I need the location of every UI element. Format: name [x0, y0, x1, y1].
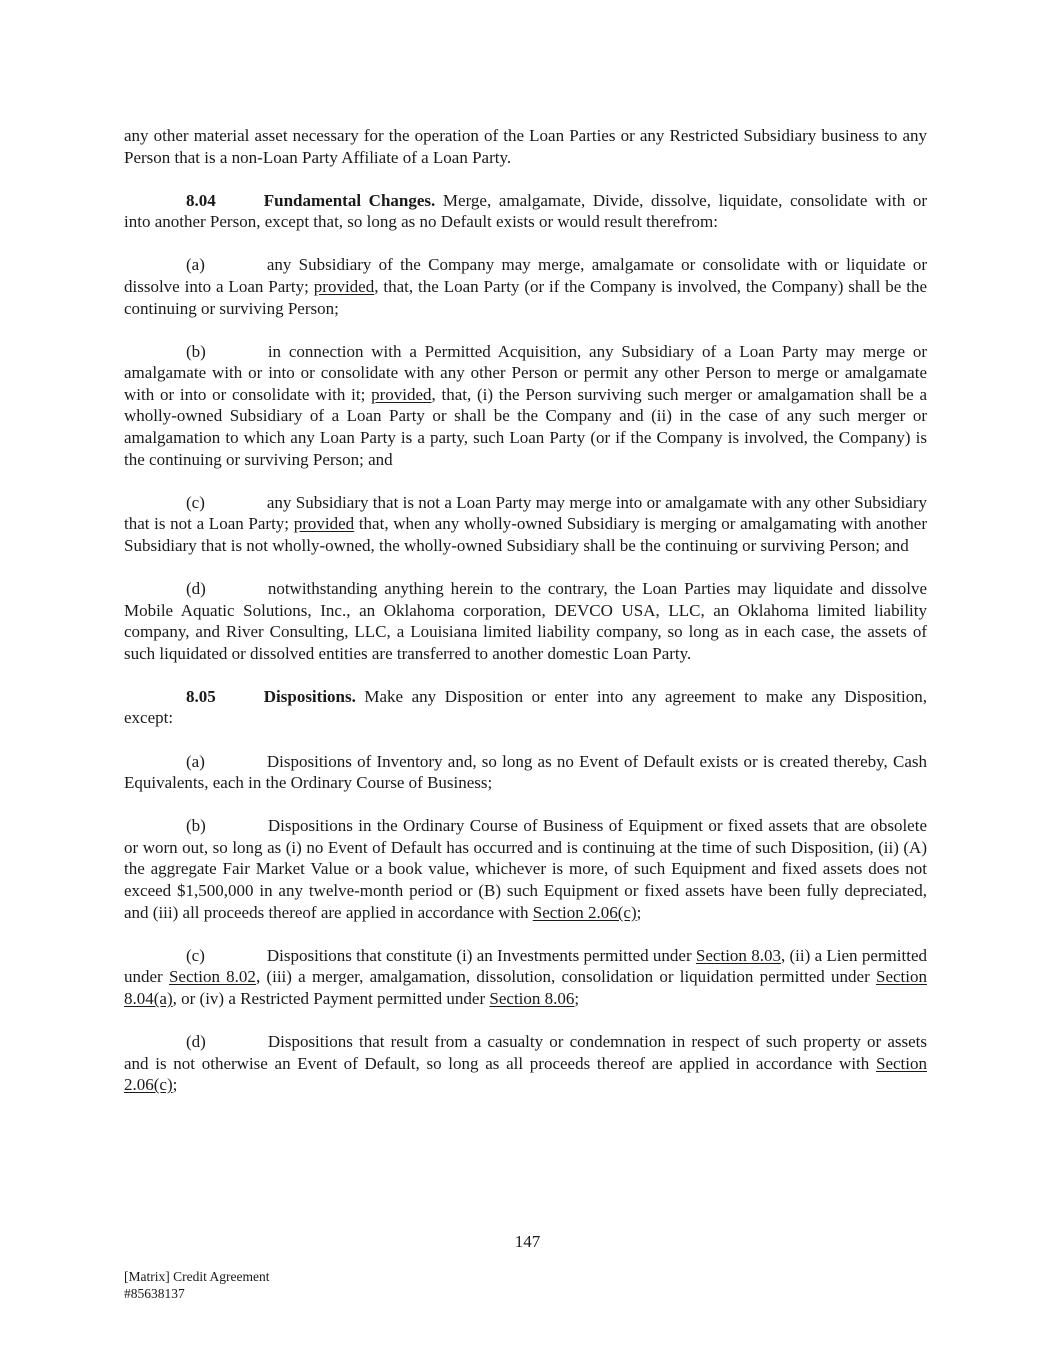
- footer-title: [Matrix] Credit Agreement: [124, 1269, 270, 1284]
- section-text: Make any Disposition or enter into any agreement to make any Disposition, except:: [124, 686, 927, 728]
- section-title: Dispositions.: [263, 686, 356, 706]
- section-text: Merge, amalgamate, Divide, dissolve, liquidate, consolidate with or into another Person, except that, so long as no Default exists or would result therefrom:: [124, 190, 928, 232]
- clause-8-04-b: (b) in connection with a Permitted Acquisition, any Subsidiary of a Loan Party may merge or amalgamate with or into or consolidate with any other Person or permit any other Person to merge or amalgamate with or into or consolidate with it; provided, that, (i) the Person surviving such merger or amalgamation shall be a wholly-owned Subsidiary of a Loan Party or shall be the Company and (ii) in the case of any such merger or amalgamation to which any Loan Party is a party, such Loan Party (or if the Company is involved, the Company) is the continuing or surviving Person; and: [124, 341, 927, 469]
- clause-8-05-d: (d) Dispositions that result from a casualty or condemnation in respect of such property or assets and is not otherwise an Event of Default, so long as all proceeds thereof are applied in accordance with Section 2.06(c);: [124, 1032, 927, 1095]
- section-title: Fundamental Changes.: [263, 190, 436, 210]
- document-body: [124, 125, 927, 1117]
- clause-8-05-c: (c) Dispositions that constitute (i) an Investments permitted under Section 8.03, (ii) a Lien permitted under Section 8.02, (iii) a merger, amalgamation, dissolution, consolidation or liquidation permitted under Section 8.04(a), or (iv) a Restricted Payment permitted under Section 8.06;: [124, 945, 927, 1008]
- section-reference: Section 2.06(c): [124, 1053, 927, 1095]
- document-footer: [124, 1268, 269, 1302]
- clause-8-04-c: (c) any Subsidiary that is not a Loan Party may merge into or amalgamate with any other Subsidiary that is not a Loan Party; provided that, when any wholly-owned Subsidiary is merging or amalgamating with another Subsidiary that is not wholly-owned, the wholly-owned Subsidiary shall be the continuing or surviving Person; and: [124, 492, 927, 555]
- section-8-04-heading: [124, 190, 927, 233]
- clause-8-05-b: (b) Dispositions in the Ordinary Course of Business of Equipment or fixed assets that are obsolete or worn out, so long as (i) no Event of Default has occurred and is continuing at the time of such Disposition, (ii) (A) the aggregate Fair Market Value or a book value, whichever is more, of such Equipment and fixed assets does not exceed $1,500,000 in any twelve-month period or (B) such Equipment or fixed assets have been fully depreciated, and (iii) all proceeds thereof are applied in accordance with Section 2.06(c);: [124, 816, 927, 922]
- clause-8-04-d: (d) notwithstanding anything herein to the contrary, the Loan Parties may liquidate and dissolve Mobile Aquatic Solutions, Inc., an Oklahoma corporation, DEVCO USA, LLC, an Oklahoma limited liability company, and River Consulting, LLC, a Louisiana limited liability company, so long as in each case, the assets of such liquidated or dissolved entities are transferred to another domestic Loan Party.: [124, 579, 927, 663]
- clause-8-05-a: (a) Dispositions of Inventory and, so long as no Event of Default exists or is created thereby, Cash Equivalents, each in the Ordinary Course of Business;: [124, 751, 927, 793]
- section-number: 8.05: [186, 686, 216, 706]
- intro-paragraph: any other material asset necessary for the operation of the Loan Parties or any Restricted Subsidiary business to any Person that is a non-Loan Party Affiliate of a Loan Party.: [124, 126, 927, 167]
- section-reference: Section 8.03: [695, 945, 781, 965]
- provided-term: provided: [371, 384, 432, 404]
- section-reference: Section 8.02: [168, 967, 256, 987]
- section-reference: Section 2.06(c): [532, 902, 637, 922]
- provided-term: provided: [313, 276, 375, 296]
- clause-8-04-a: (a) any Subsidiary of the Company may merge, amalgamate or consolidate with or liquidate or dissolve into a Loan Party; provided, that, the Loan Party (or if the Company is involved, the Company) shall be the continuing or surviving Person;: [124, 255, 927, 318]
- page-number: 147: [514, 1232, 541, 1251]
- section-reference: Section 8.04(a): [124, 967, 927, 1008]
- footer-doc-id: #85638137: [124, 1286, 185, 1301]
- provided-term: provided: [293, 514, 355, 534]
- section-number: 8.04: [186, 190, 216, 210]
- section-8-05-heading: [124, 686, 927, 729]
- section-reference: Section 8.06: [489, 988, 575, 1008]
